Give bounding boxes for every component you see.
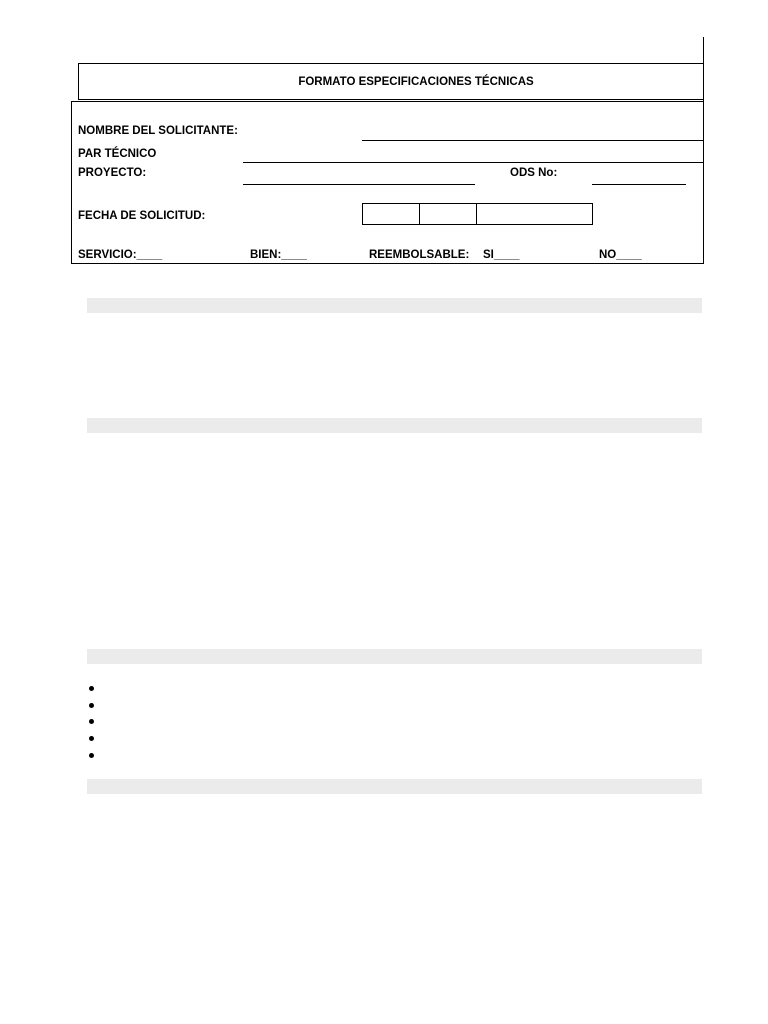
title-box bbox=[78, 63, 703, 100]
proyecto-line[interactable] bbox=[243, 184, 475, 185]
reembolsable-label: REEMBOLSABLE: bbox=[369, 249, 470, 261]
si-option[interactable]: SI____ bbox=[483, 249, 520, 261]
fecha-month-box[interactable] bbox=[419, 203, 477, 225]
list-item bbox=[89, 703, 94, 708]
no-option[interactable]: NO____ bbox=[599, 249, 642, 261]
section-band-3 bbox=[87, 649, 702, 664]
top-right-rule bbox=[703, 37, 704, 101]
fecha-label: FECHA DE SOLICITUD: bbox=[78, 210, 206, 222]
bien-option[interactable]: BIEN:____ bbox=[250, 249, 307, 261]
par-tecnico-label: PAR TÉCNICO bbox=[78, 148, 157, 160]
par-tecnico-line[interactable] bbox=[243, 162, 703, 163]
section-band-1 bbox=[87, 298, 702, 313]
solicitante-line[interactable] bbox=[362, 140, 703, 141]
list-item bbox=[89, 736, 94, 741]
list-item bbox=[89, 719, 94, 724]
fecha-year-box[interactable] bbox=[476, 203, 593, 225]
document-title: FORMATO ESPECIFICACIONES TÉCNICAS bbox=[298, 75, 534, 88]
section-band-4 bbox=[87, 779, 702, 794]
servicio-option[interactable]: SERVICIO:____ bbox=[78, 249, 163, 261]
ods-label: ODS No: bbox=[510, 167, 558, 179]
form-top-border bbox=[71, 101, 704, 102]
list-item bbox=[89, 686, 94, 691]
section-band-2 bbox=[87, 418, 702, 433]
list-item bbox=[89, 753, 94, 758]
solicitante-label: NOMBRE DEL SOLICITANTE: bbox=[78, 125, 238, 137]
proyecto-label: PROYECTO: bbox=[78, 167, 147, 179]
ods-line[interactable] bbox=[592, 184, 686, 185]
fecha-day-box[interactable] bbox=[362, 203, 420, 225]
